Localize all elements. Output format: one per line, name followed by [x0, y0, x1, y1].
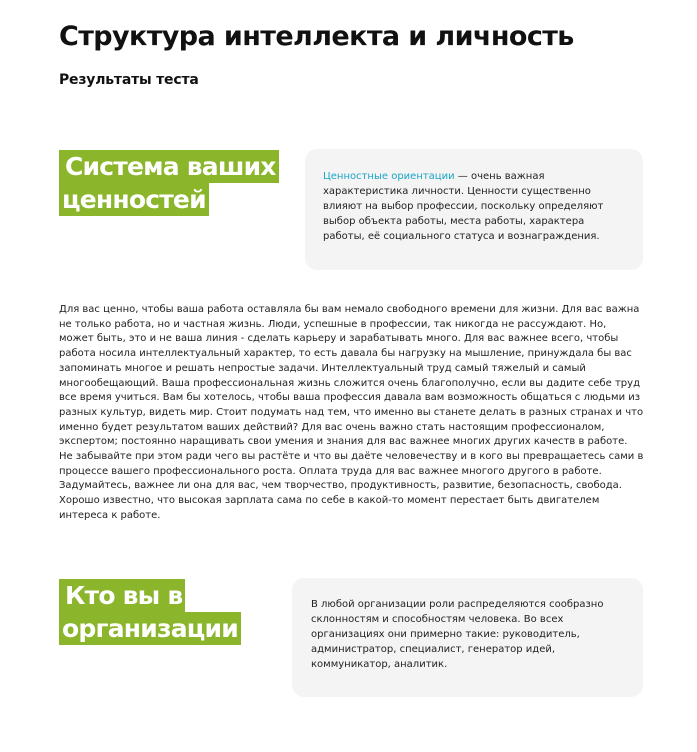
info-card-description: — очень важная характеристика личности. Ценности существенно влияют на выбор профессии, поскольку определяют выбор объекта работы, места работы, характера работы, её социального статуса и вознаграждения.: [323, 171, 604, 242]
heading-line: Система ваших: [59, 150, 279, 183]
values-description: Для вас ценно, чтобы ваша работа оставляла бы вам немало свободного времени для жизни. Для вас важна не только работа, но и частная жизнь. Люди, успешные в профессии, так никогда не рассуждают. Но, может быть, это и не ваша линия - сделать карьеру и зарабатывать много. Для вас важнее всего, чтобы работа носила интеллектуальный характер, то есть давала бы нагрузку на мышление, принуждала бы вас запоминать многое и решать непростые задачи. Интеллектуальный труд самый тяжелый и самый многообещающий. Ваша профессиональная жизнь сложится очень благополучно, если вы дадите себе труд все время учиться. Вам бы хотелось, чтобы ваша профессия давала вам возможность общаться с людьми из разных культур, видеть мир. Стоит подумать над тем, что именно вы станете делать в разных странах и что именно будет результатом ваших действий? Для вас очень важно стать настоящим профессионалом, экспертом; постоянно наращивать свои умения и знания для вас важнее многих других качеств в работе. Не забывайте при этом ради чего вы растёте и что вы даёте человечеству и в кого вы превращаетесь сами в процессе вашего профессионального роста. Оплата труда для вас важнее многого другого в работе. Задумайтесь, важнее ли она для вас, чем творчество, продуктивность, развитие, безопасность, свобода. Хорошо известно, что высокая зарплата сама по себе в какой-то момент перестает быть двигателем интереса к работе.: [59, 304, 644, 521]
heading-line: организации: [59, 612, 241, 645]
heading-line: ценностей: [59, 183, 209, 216]
page-subtitle: Результаты теста: [59, 72, 199, 88]
section-heading-values: [59, 150, 279, 216]
info-card-text: [323, 169, 625, 244]
info-card-text: В любой организации роли распределяются сообразно склонностям и способностям человека. Во всех организациях они примерно такие: руководитель, администратор, специалист, генератор идей, коммуникатор, аналитик.: [311, 599, 604, 670]
heading-line: Кто вы в: [59, 579, 185, 612]
info-card-values: [305, 149, 643, 270]
term-link[interactable]: Ценностные ориентации: [323, 171, 455, 182]
info-card-organization: [292, 578, 643, 697]
page-title: Структура интеллекта и личность: [59, 21, 574, 52]
section-heading-organization: [59, 579, 241, 645]
